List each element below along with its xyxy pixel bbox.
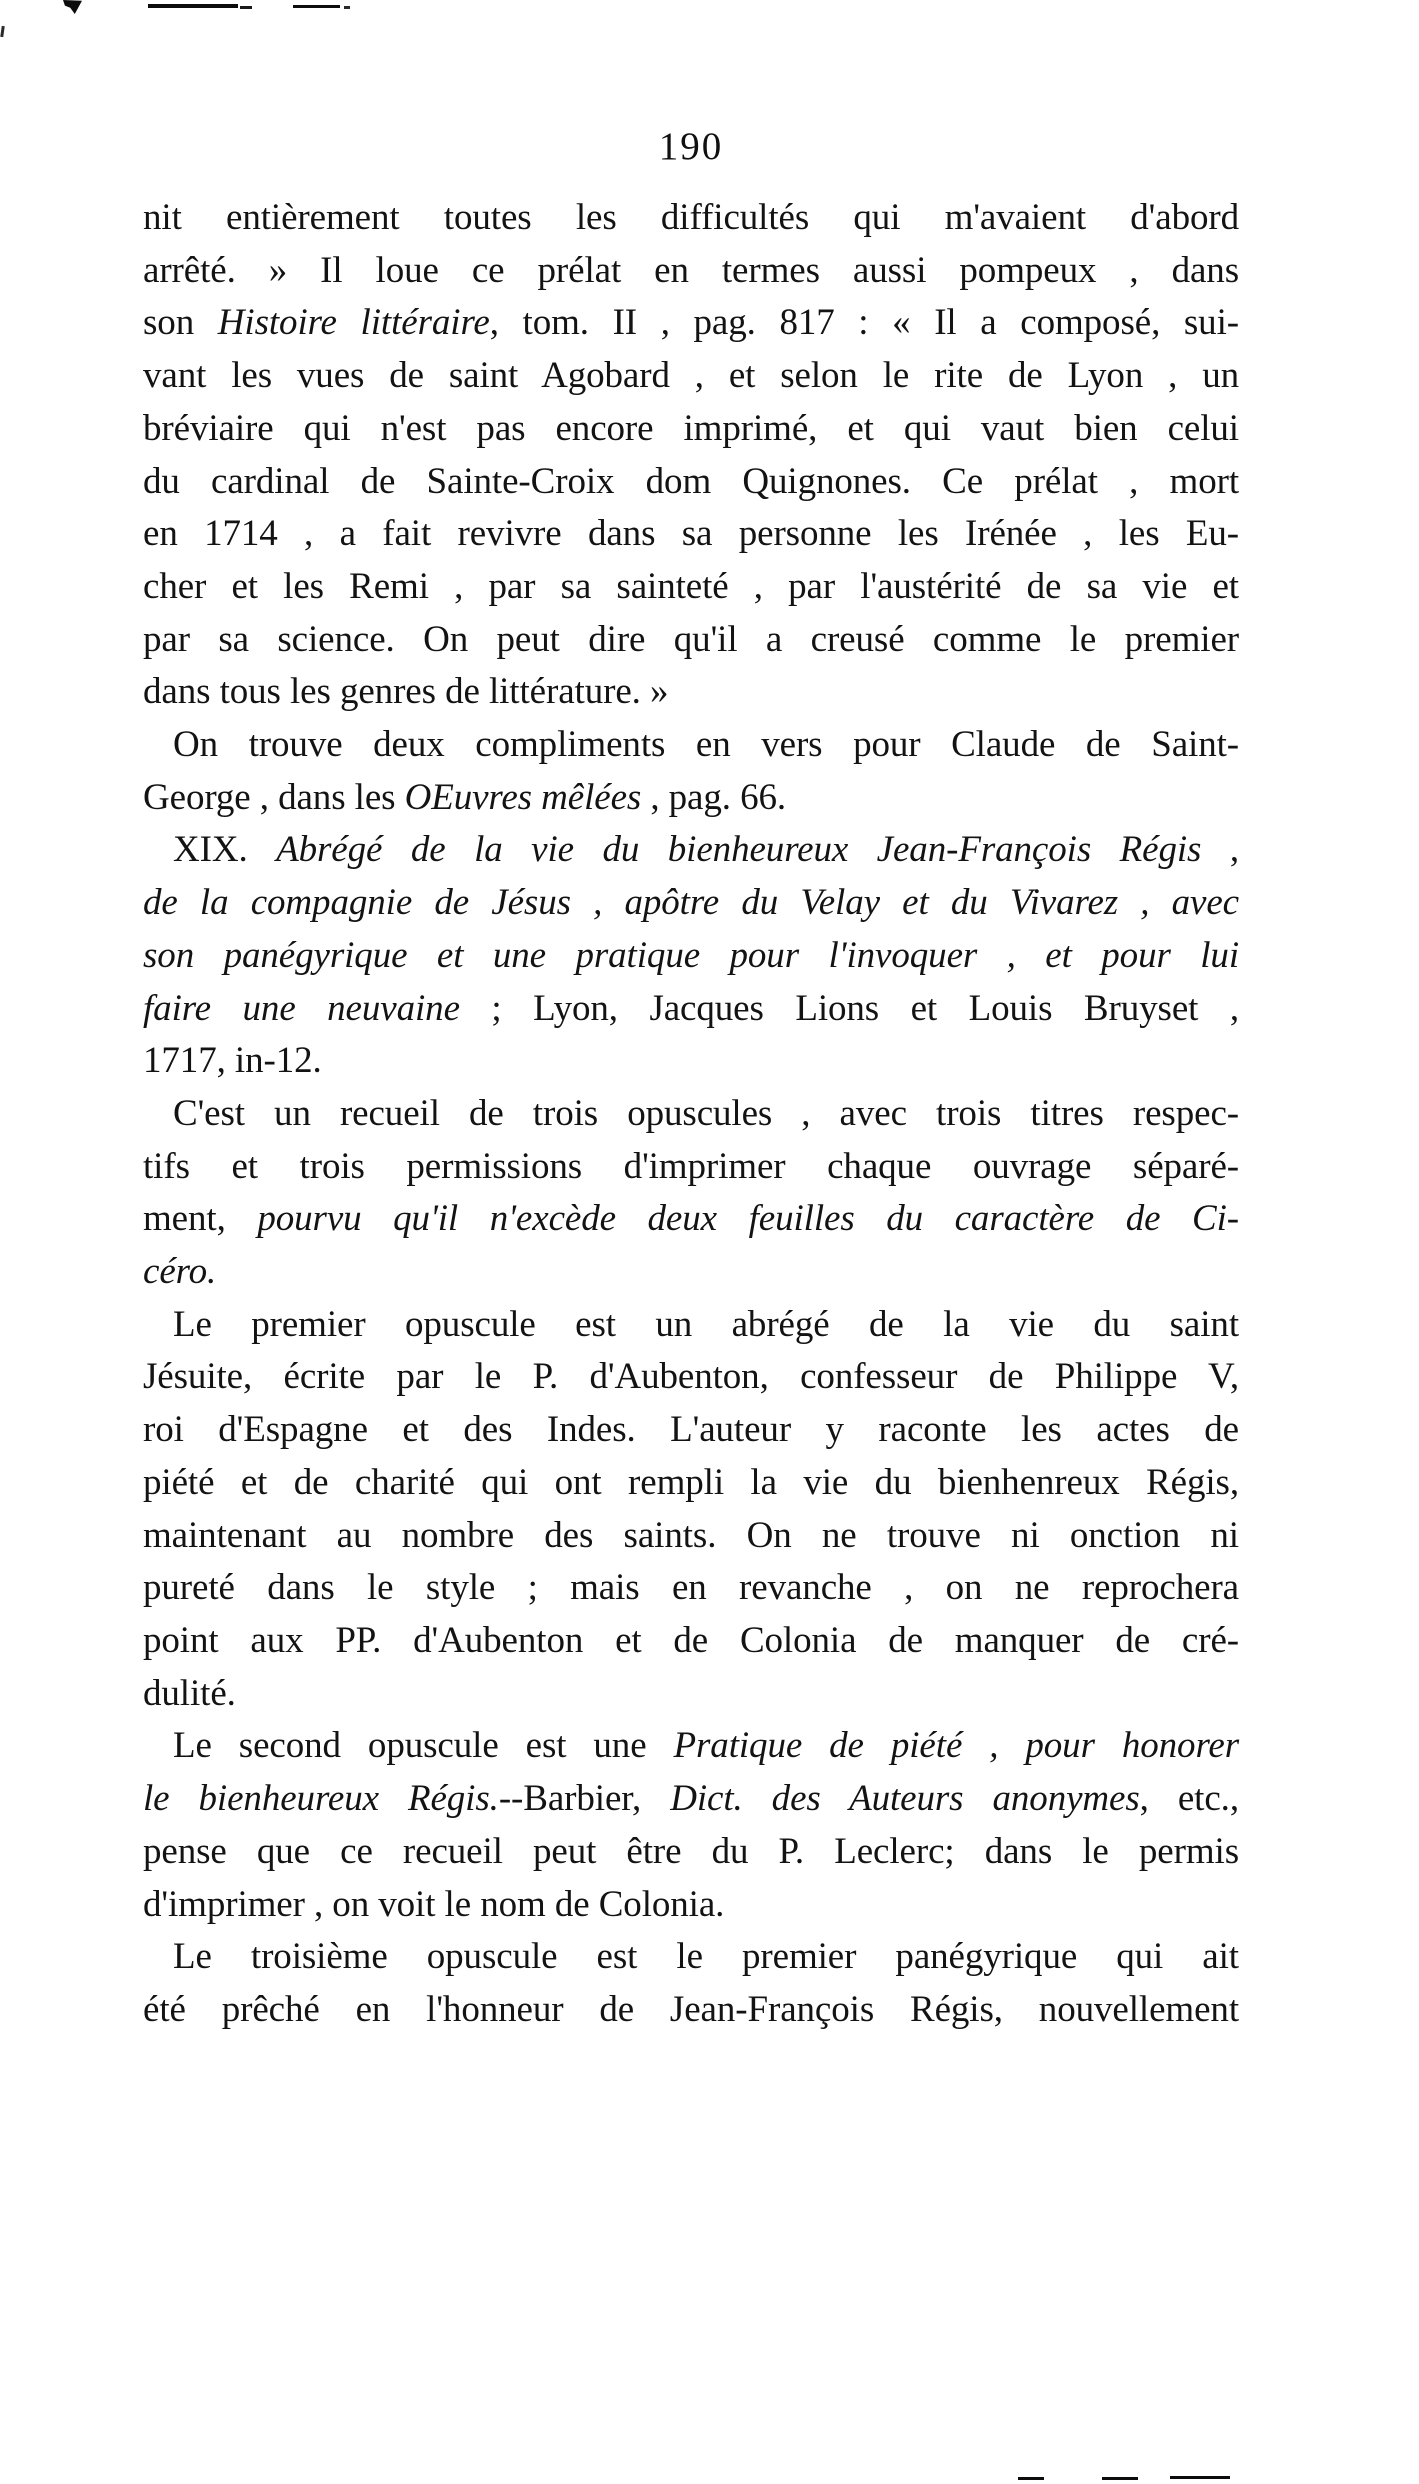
text-segment: dans tous les genres de littérature. »	[143, 671, 669, 713]
text-line-18	[143, 1088, 1239, 1141]
text-line-21	[143, 1246, 1239, 1299]
text-line-24	[143, 1404, 1239, 1457]
text-segment: Jésuite, écrite par le P. d'Aubenton, confesseur de Philippe V,	[143, 1356, 1239, 1398]
scan-mark-bottom-dash-3	[1170, 2476, 1230, 2479]
scan-mark-top-dots-2	[344, 6, 350, 9]
text-segment: tifs et trois permissions d'imprimer chaque ouvrage séparé-	[143, 1145, 1239, 1187]
text-segment: roi d'Espagne et des Indes. L'auteur y raconte les actes de	[143, 1409, 1239, 1451]
text-segment: , tom. II , pag. 817 : « Il a composé, sui-	[489, 302, 1239, 344]
text-line-6	[143, 456, 1239, 509]
text-segment: nit entièrement toutes les difficultés qui m'avaient d'abord	[143, 197, 1239, 238]
text-line-22	[143, 1299, 1239, 1352]
text-line-4	[143, 350, 1239, 403]
italic-text-segment: céro.	[143, 1251, 217, 1293]
text-segment: ment,	[143, 1198, 258, 1240]
text-segment: , etc.,	[1139, 1778, 1239, 1820]
text-line-26	[143, 1510, 1239, 1563]
text-segment: d'imprimer , on voit le nom de Colonia.	[143, 1883, 725, 1925]
text-line-32	[143, 1826, 1239, 1879]
italic-text-segment: Dict. des Auteurs anonymes	[670, 1778, 1140, 1820]
text-segment: XIX.	[173, 829, 277, 871]
text-segment: Le premier opuscule est un abrégé de la vie du saint	[173, 1303, 1239, 1345]
text-segment: arrêté. » Il loue ce prélat en termes aussi pompeux , dans	[143, 249, 1239, 291]
text-line-33	[143, 1879, 1239, 1932]
text-segment: du cardinal de Sainte-Croix dom Quignones. Ce prélat , mort	[143, 460, 1239, 502]
italic-text-segment: faire une neuvaine	[143, 987, 460, 1029]
text-segment: bréviaire qui n'est pas encore imprimé, et qui vaut bien celui	[143, 407, 1239, 449]
text-line-27	[143, 1562, 1239, 1615]
text-line-19	[143, 1141, 1239, 1194]
text-segment: Le troisième opuscule est le premier panégyrique qui ait	[173, 1936, 1239, 1978]
scan-mark-bottom-dash-1	[1018, 2477, 1044, 2480]
text-line-15	[143, 930, 1239, 983]
italic-text-segment: pourvu qu'il n'excède deux feuilles du caractère de Ci-	[257, 1198, 1239, 1240]
text-line-25	[143, 1457, 1239, 1510]
text-line-2	[143, 245, 1239, 298]
text-line-3	[143, 297, 1239, 350]
text-line-5	[143, 403, 1239, 456]
text-segment: On trouve deux compliments en vers pour Claude de Saint-	[173, 724, 1239, 766]
scan-mark-bottom-dash-2	[1102, 2477, 1138, 2480]
text-line-30	[143, 1720, 1239, 1773]
text-segment: --Barbier,	[498, 1778, 671, 1820]
text-line-12	[143, 772, 1239, 825]
page-number: 190	[658, 125, 724, 168]
text-block	[143, 192, 1239, 2037]
text-segment: son	[143, 302, 218, 344]
text-segment: cher et les Remi , par sa sainteté , par l'austérité de sa vie et	[143, 565, 1239, 607]
scan-mark-top-rule-2	[293, 5, 340, 8]
text-segment: par sa science. On peut dire qu'il a creusé comme le premier	[143, 618, 1239, 660]
text-segment: piété et de charité qui ont rempli la vie du bienhenreux Régis,	[143, 1461, 1239, 1503]
text-segment: 1717, in-12.	[143, 1040, 322, 1082]
text-line-34	[143, 1931, 1239, 1984]
text-line-7	[143, 508, 1239, 561]
text-segment: dulité.	[143, 1672, 236, 1714]
scan-mark-top-left-blob	[63, 0, 82, 14]
text-segment: été prêché en l'honneur de Jean-François Régis, nouvellement	[143, 1988, 1239, 2030]
text-line-14	[143, 877, 1239, 930]
text-segment: Le second opuscule est une	[173, 1725, 674, 1767]
text-line-28	[143, 1615, 1239, 1668]
italic-text-segment: Histoire littéraire	[217, 302, 490, 344]
text-line-16	[143, 983, 1239, 1036]
text-line-13	[143, 824, 1239, 877]
text-line-20	[143, 1193, 1239, 1246]
italic-text-segment: Pratique de piété , pour honorer	[673, 1725, 1239, 1767]
text-segment: ; Lyon, Jacques Lions et Louis Bruyset ,	[459, 987, 1239, 1029]
text-line-17	[143, 1035, 1239, 1088]
text-line-29	[143, 1668, 1239, 1721]
scan-mark-top-dots-1	[240, 6, 252, 9]
italic-text-segment: de la compagnie de Jésus , apôtre du Velay et du Vivarez , avec	[143, 882, 1239, 924]
italic-text-segment: OEuvres mêlées	[404, 776, 642, 818]
scan-mark-top-rule-1	[148, 4, 238, 8]
text-segment: point aux PP. d'Aubenton et de Colonia de manquer de cré-	[143, 1619, 1239, 1661]
text-segment: vant les vues de saint Agobard , et selon le rite de Lyon , un	[143, 355, 1239, 397]
text-segment: pense que ce recueil peut être du P. Leclerc; dans le permis	[143, 1830, 1239, 1872]
text-line-8	[143, 561, 1239, 614]
text-segment: C'est un recueil de trois opuscules , avec trois titres respec-	[173, 1092, 1239, 1134]
text-line-10	[143, 666, 1239, 719]
text-segment: pureté dans le style ; mais en revanche , on ne reprochera	[143, 1567, 1239, 1609]
text-segment: George , dans les	[143, 776, 405, 818]
text-segment: maintenant au nombre des saints. On ne trouve ni onction ni	[143, 1514, 1239, 1556]
italic-text-segment: son panégyrique et une pratique pour l'invoquer , et pour lui	[143, 934, 1239, 976]
text-line-1	[143, 192, 1239, 245]
text-segment: ,	[1201, 829, 1239, 871]
text-line-31	[143, 1773, 1239, 1826]
italic-text-segment: le bienheureux Régis.	[143, 1778, 499, 1820]
text-line-35	[143, 1984, 1239, 2037]
text-segment: en 1714 , a fait revivre dans sa personne les Irénée , les Eu-	[143, 513, 1239, 555]
scan-mark-left-edge-tick	[0, 26, 5, 37]
text-line-11	[143, 719, 1239, 772]
italic-text-segment: Abrégé de la vie du bienheureux Jean-François Régis	[276, 829, 1202, 871]
text-segment: , pag. 66.	[641, 776, 787, 818]
text-line-9	[143, 614, 1239, 667]
text-line-23	[143, 1351, 1239, 1404]
